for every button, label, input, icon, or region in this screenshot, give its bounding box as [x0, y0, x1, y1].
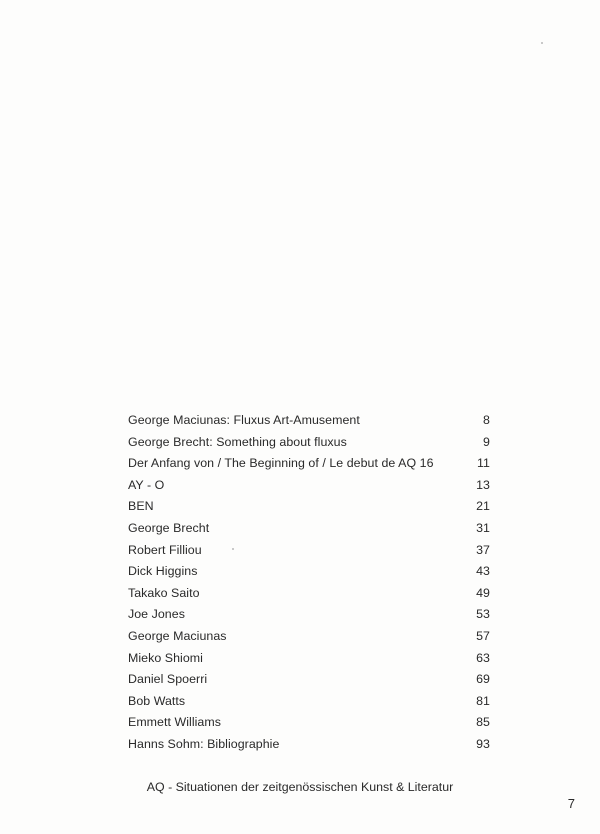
toc-entry	[128, 518, 490, 540]
toc-entry	[128, 604, 490, 626]
toc-entry-page: 9	[483, 434, 490, 449]
toc-entry	[128, 626, 490, 648]
toc-entry	[128, 691, 490, 713]
paper-speck	[541, 42, 543, 44]
toc-entry	[128, 561, 490, 583]
toc-entry	[128, 540, 490, 562]
toc-entry-title: BEN	[128, 499, 154, 514]
table-of-contents	[128, 410, 490, 756]
toc-entry-title: Bob Watts	[128, 693, 186, 708]
toc-entry	[128, 432, 490, 454]
toc-entry-title: Joe Jones	[128, 607, 185, 622]
toc-entry-page: 69	[476, 672, 490, 687]
toc-entry-page: 49	[476, 585, 490, 600]
toc-entry-page: 37	[476, 542, 490, 557]
page-number: 7	[567, 796, 575, 811]
toc-entry-title: George Brecht: Something about fluxus	[128, 434, 347, 449]
toc-entry-title: Mieko Shiomi	[128, 650, 203, 665]
toc-entry	[128, 475, 490, 497]
toc-entry-page: 63	[476, 650, 490, 665]
toc-entry-title: Daniel Spoerri	[128, 672, 208, 687]
toc-entry-page: 53	[476, 607, 490, 622]
toc-entry	[128, 669, 490, 691]
toc-entry-page: 93	[476, 736, 490, 751]
toc-entry-title: George Maciunas	[128, 628, 227, 643]
toc-entry-title: Emmett Williams	[128, 715, 221, 730]
toc-entry-page: 21	[476, 499, 490, 514]
toc-entry	[128, 648, 490, 670]
toc-entry-title: George Brecht	[128, 520, 210, 535]
publication-footer: AQ - Situationen der zeitgenössischen Kunst & Literatur	[146, 780, 454, 794]
toc-entry-title: Dick Higgins	[128, 564, 198, 579]
toc-entry-page: 85	[476, 715, 490, 730]
toc-entry-title: Robert Filliou	[128, 542, 202, 557]
toc-entry-page: 8	[483, 413, 490, 427]
toc-entry	[128, 583, 490, 605]
toc-entry-page: 11	[477, 456, 490, 471]
toc-entry-page: 13	[476, 477, 490, 492]
toc-entry-page: 31	[476, 520, 490, 535]
toc-entry	[128, 712, 490, 734]
toc-entry-title: Takako Saito	[128, 585, 200, 600]
toc-entry-title: Der Anfang von / The Beginning of / Le debut de AQ 16	[128, 456, 434, 471]
toc-entry	[128, 496, 490, 518]
toc-entry-title: AY - O	[128, 477, 165, 492]
toc-entry	[128, 734, 490, 756]
toc-entry-page: 57	[476, 628, 490, 643]
toc-entry-title: Hanns Sohm: Bibliographie	[128, 736, 280, 751]
toc-entry-title: George Maciunas: Fluxus Art-Amusement	[128, 413, 360, 427]
toc-entry	[128, 410, 490, 432]
toc-entry-page: 81	[476, 693, 490, 708]
toc-entry-page: 43	[476, 564, 490, 579]
toc-entry	[128, 453, 490, 475]
